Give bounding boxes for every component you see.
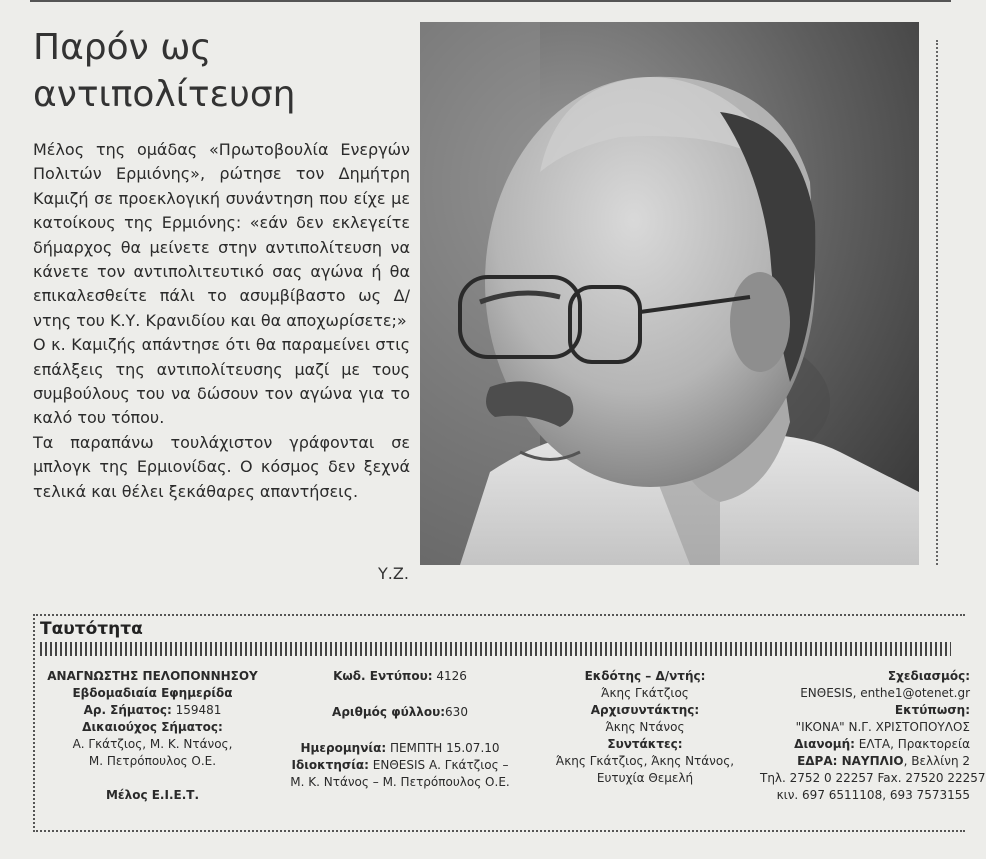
paragraph-1: Μέλος της ομάδας «Πρωτοβουλία Ενεργών Πολιτών Ερμιόνης», ρώτησε τον Δημήτρη Καμιζή σε προεκλογική συνάντηση που είχε με κατοίκους της Ερμιόνης: «εάν δεν εκλεγείτε δήμαρχος θα μείνετε στην αντιπολίτευση να κάνετε τον αντιπολιτευτικό σας αγώνα ή θα επικαλεσθείτε πάλι το ασυμβίβαστο ως Δ/ντης του Κ.Υ. Κρανιδίου και θα αποχωρίσετε;» [33, 140, 410, 330]
title-line-1: Παρόν ως [33, 27, 212, 68]
ownership: Ιδιοκτησία: ΕΝΘΕSIS Α. Γκάτζιος – [291, 758, 509, 772]
identity-column-4 [760, 668, 986, 804]
publisher-value: Άκης Γκάτζιος [601, 686, 689, 700]
design-label: Σχεδιασμός: [887, 669, 970, 683]
mark-owner-line-2: Μ. Πετρόπουλος Ο.Ε. [88, 754, 217, 768]
article-title [33, 24, 393, 118]
headquarters: ΕΔΡΑ: ΝΑΥΠΛΙΟ, Βελλίνη 2 [797, 754, 970, 768]
editor-value: Άκης Ντάνος [605, 720, 685, 734]
writers-line-1: Άκης Γκάτζιος, Άκης Ντάνος, [555, 754, 735, 768]
mark-number: Αρ. Σήματος: 159481 [83, 703, 222, 717]
phone: Τηλ. 2752 0 22257 Fax. 27520 22257 [760, 771, 986, 785]
membership: Μέλος Ε.Ι.Ε.Τ. [105, 788, 200, 802]
paragraph-3: Τα παραπάνω τουλάχιστον γράφονται σε μπλογκ της Ερμιονίδας. Ο κόσμος δεν ξεχνά τελικά και θέλει ξεκάθαρες απαντήσεις. [33, 432, 410, 501]
newspaper-name: ΑΝΑΓΝΩΣΤΗΣ ΠΕΛΟΠΟΝΝΗΣΟΥ [47, 669, 258, 683]
print-value: "ΙΚΟΝΑ" Ν.Γ. ΧΡΙΣΤΟΠΟΥΛΟΣ [795, 720, 970, 734]
ownership-line-2: Μ. Κ. Ντάνος – Μ. Πετρόπουλος Ο.Ε. [290, 775, 510, 789]
print-code: Κωδ. Εντύπου: 4126 [333, 669, 467, 683]
editor-label: Αρχισυντάκτης: [590, 703, 700, 717]
identity-column-1 [40, 668, 265, 804]
publisher-label: Εκδότης – Δ/ντής: [584, 669, 706, 683]
mobile: κιν. 697 6511108, 693 7573155 [776, 788, 970, 802]
issue-date: Ημερομηνία: ΠΕΜΠΤΗ 15.07.10 [300, 741, 500, 755]
issue-number: Αριθμός φύλλου:630 [332, 705, 468, 719]
title-line-2: αντιπολίτευση [33, 74, 296, 115]
mark-owner-line-1: Α. Γκάτζιος, Μ. Κ. Ντάνος, [72, 737, 233, 751]
distribution: Διανομή: ΕΛΤΑ, Πρακτορεία [794, 737, 970, 751]
identity-column-3 [540, 668, 750, 787]
portrait-photo [420, 22, 919, 565]
top-rule [30, 0, 951, 2]
paragraph-2: Ο κ. Καμιζής απάντησε ότι θα παραμείνει στις επάλξεις της αντιπολίτευσης μαζί με τους συμβούλους του να δώσουν τον αγώνα για το καλό του τόπου. [33, 335, 410, 428]
decorative-bar [40, 642, 951, 656]
writers-line-2: Ευτυχία Θεμελή [596, 771, 694, 785]
print-label: Εκτύπωση: [894, 703, 970, 717]
article-body [33, 138, 410, 504]
author-initials: Υ.Ζ. [378, 564, 409, 583]
identity-column-2 [275, 668, 525, 791]
newspaper-type: Εβδομαδιαία Εφημερίδα [72, 686, 233, 700]
mark-owner-label: Δικαιούχος Σήματος: [82, 720, 223, 734]
column-divider [936, 40, 938, 565]
design-value: ΕΝΘΕSIS, enthe1@otenet.gr [800, 686, 970, 700]
identity-heading: Ταυτότητα [40, 619, 143, 639]
writers-label: Συντάκτες: [607, 737, 683, 751]
